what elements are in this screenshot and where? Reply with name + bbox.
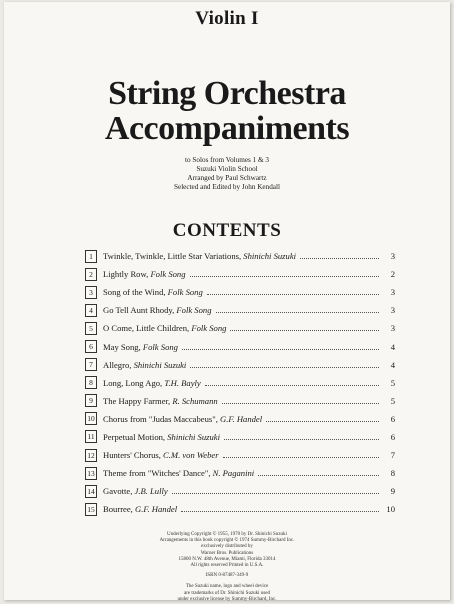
toc-number-box: 14 <box>85 485 97 498</box>
toc-composer: Folk Song <box>142 341 178 352</box>
toc-composer: Shinichi Suzuki <box>167 431 220 442</box>
toc-page-number: 3 <box>390 323 395 334</box>
toc-title: O Come, Little Children, <box>103 323 192 334</box>
toc-title: Hunters' Chorus, <box>103 450 164 461</box>
title-line-2: Accompaniments <box>104 110 350 147</box>
toc-entry <box>85 428 395 446</box>
toc-composer: Shinichi Suzuki <box>133 359 187 370</box>
copyright-line: exclusively distributed by <box>201 544 253 550</box>
toc-number-box: 8 <box>85 376 97 389</box>
toc-item <box>103 323 226 333</box>
toc-title: Chorus from "Judas Maccabeus", <box>103 413 221 424</box>
toc-entry <box>85 265 395 283</box>
toc-number-box: 7 <box>85 358 97 371</box>
toc-item <box>103 287 203 297</box>
toc-title: Allegro, <box>103 359 134 370</box>
toc-page-number: 8 <box>390 468 395 479</box>
toc-page-number: 5 <box>390 395 395 406</box>
score-cover-page <box>4 2 450 600</box>
dot-leader <box>258 474 379 476</box>
toc-page-number: 4 <box>390 341 395 352</box>
toc-entry <box>85 283 395 301</box>
toc-item <box>103 342 178 352</box>
credits-line: to Solos from Volumes 1 & 3 <box>185 156 269 164</box>
copyright-line: Arrangements in this book copyright © 1974 Summy-Birchard Inc. <box>159 538 295 544</box>
copyright-line: Warner Bros. Publications <box>200 550 254 556</box>
toc-composer: G.F. Handel <box>220 413 263 424</box>
toc-entry <box>85 482 395 500</box>
title-line-1: String Orchestra <box>108 75 346 112</box>
toc-entry <box>85 337 395 355</box>
toc-entry <box>85 356 395 374</box>
toc-item <box>103 450 219 460</box>
toc-number-box: 2 <box>85 268 97 281</box>
toc-page-number: 5 <box>390 377 395 388</box>
toc-title: Gavotte, <box>103 486 135 497</box>
toc-entry <box>85 464 395 482</box>
toc-number-box: 6 <box>85 340 97 353</box>
toc-item <box>103 305 212 315</box>
toc-title: Long, Long Ago, <box>103 377 165 388</box>
toc-entry <box>85 301 395 319</box>
toc-number-box: 9 <box>85 394 97 407</box>
toc-number-box: 4 <box>85 304 97 317</box>
toc-page-number: 9 <box>390 486 395 497</box>
toc-composer: C.M. von Weber <box>163 450 219 461</box>
trademark-notice <box>4 584 450 603</box>
toc-number-box: 12 <box>85 449 97 462</box>
toc-item <box>103 432 220 442</box>
toc-page-number: 3 <box>390 287 395 298</box>
dot-leader <box>224 438 379 440</box>
toc-entry <box>85 247 395 265</box>
dot-leader <box>266 420 379 422</box>
toc-item <box>103 251 296 261</box>
toc-page-number: 10 <box>386 504 395 515</box>
credits-line: Arranged by Paul Schwartz <box>187 174 267 182</box>
toc-entry <box>85 374 395 392</box>
dot-leader <box>172 492 379 494</box>
toc-composer: G.F. Handel <box>134 504 178 515</box>
dot-leader <box>207 293 379 295</box>
toc-title: Perpetual Motion, <box>103 431 168 442</box>
toc-entry <box>85 500 395 518</box>
toc-title: Go Tell Aunt Rhody, <box>103 305 177 316</box>
toc-number-box: 5 <box>85 322 97 335</box>
toc-composer: T.H. Bayly <box>164 377 201 388</box>
toc-title: Bourree, <box>103 504 135 515</box>
toc-title: Song of the Wind, <box>103 287 168 298</box>
toc-entry <box>85 410 395 428</box>
toc-composer: Folk Song <box>191 323 227 334</box>
isbn: ISBN 0-87487-349-9 <box>205 573 249 579</box>
toc-entry <box>85 319 395 337</box>
dot-leader <box>190 366 379 368</box>
toc-item <box>103 269 186 279</box>
part-label: Violin I <box>195 8 259 29</box>
toc-number-box: 13 <box>85 467 97 480</box>
dot-leader <box>300 257 379 259</box>
toc-page-number: 7 <box>390 450 395 461</box>
dot-leader <box>222 402 379 404</box>
dot-leader <box>190 275 379 277</box>
toc-page-number: 3 <box>390 305 395 316</box>
toc-number-box: 15 <box>85 503 97 516</box>
toc-title: Twinkle, Twinkle, Little Star Variations, <box>103 251 244 262</box>
trademark-line: The Suzuki name, logo and wheel device <box>185 584 269 590</box>
credits-line: Suzuki Violin School <box>196 165 258 173</box>
toc-item <box>103 414 262 424</box>
toc-title: May Song, <box>103 341 143 352</box>
toc-entry <box>85 392 395 410</box>
table-of-contents <box>85 247 395 518</box>
copyright-line: Underlying Copyright © 1955, 1970 by Dr. Shinichi Suzuki <box>167 532 287 537</box>
toc-item <box>103 468 254 478</box>
toc-composer: R. Schumann <box>172 395 218 406</box>
trademark-line: are trademarks of Dr. Shinichi Suzuki used <box>184 590 270 596</box>
dot-leader <box>230 329 379 331</box>
dot-leader <box>181 510 379 512</box>
dot-leader <box>223 456 379 458</box>
copyright-line: 15800 N.W. 48th Avenue, Miami, Florida 33014 <box>178 556 276 562</box>
toc-item <box>103 504 177 514</box>
toc-page-number: 6 <box>390 413 395 424</box>
toc-composer: Folk Song <box>167 287 203 298</box>
toc-number-box: 10 <box>85 412 97 425</box>
toc-number-box: 3 <box>85 286 97 299</box>
toc-item <box>103 378 201 388</box>
toc-title: Lightly Row, <box>103 269 151 280</box>
toc-page-number: 6 <box>390 431 395 442</box>
credits-block <box>4 156 450 192</box>
copyright-block <box>4 532 450 603</box>
toc-number-box: 1 <box>85 250 97 263</box>
dot-leader <box>182 348 379 350</box>
toc-title: The Happy Farmer, <box>103 395 173 406</box>
toc-item <box>103 360 186 370</box>
toc-page-number: 4 <box>390 359 395 370</box>
trademark-line: under exclusive license by Summy-Birchard, Inc. <box>177 596 277 602</box>
dot-leader <box>216 311 380 313</box>
toc-page-number: 3 <box>390 251 395 262</box>
toc-item <box>103 486 168 496</box>
dot-leader <box>205 384 379 386</box>
toc-title: Theme from "Witches' Dance", <box>103 468 213 479</box>
toc-composer: Folk Song <box>176 305 212 316</box>
toc-composer: J.B. Lully <box>134 486 168 497</box>
copyright-line: All rights reserved Printed in U.S.A. <box>190 563 264 569</box>
toc-item <box>103 396 218 406</box>
toc-composer: Folk Song <box>150 269 186 280</box>
contents-heading: CONTENTS <box>172 220 282 241</box>
credits-line: Selected and Edited by John Kendall <box>174 183 280 191</box>
toc-page-number: 2 <box>390 269 395 280</box>
toc-composer: Shinichi Suzuki <box>243 251 297 262</box>
toc-number-box: 11 <box>85 430 97 443</box>
page-title <box>4 76 450 146</box>
toc-composer: N. Paganini <box>212 468 255 479</box>
toc-entry <box>85 446 395 464</box>
